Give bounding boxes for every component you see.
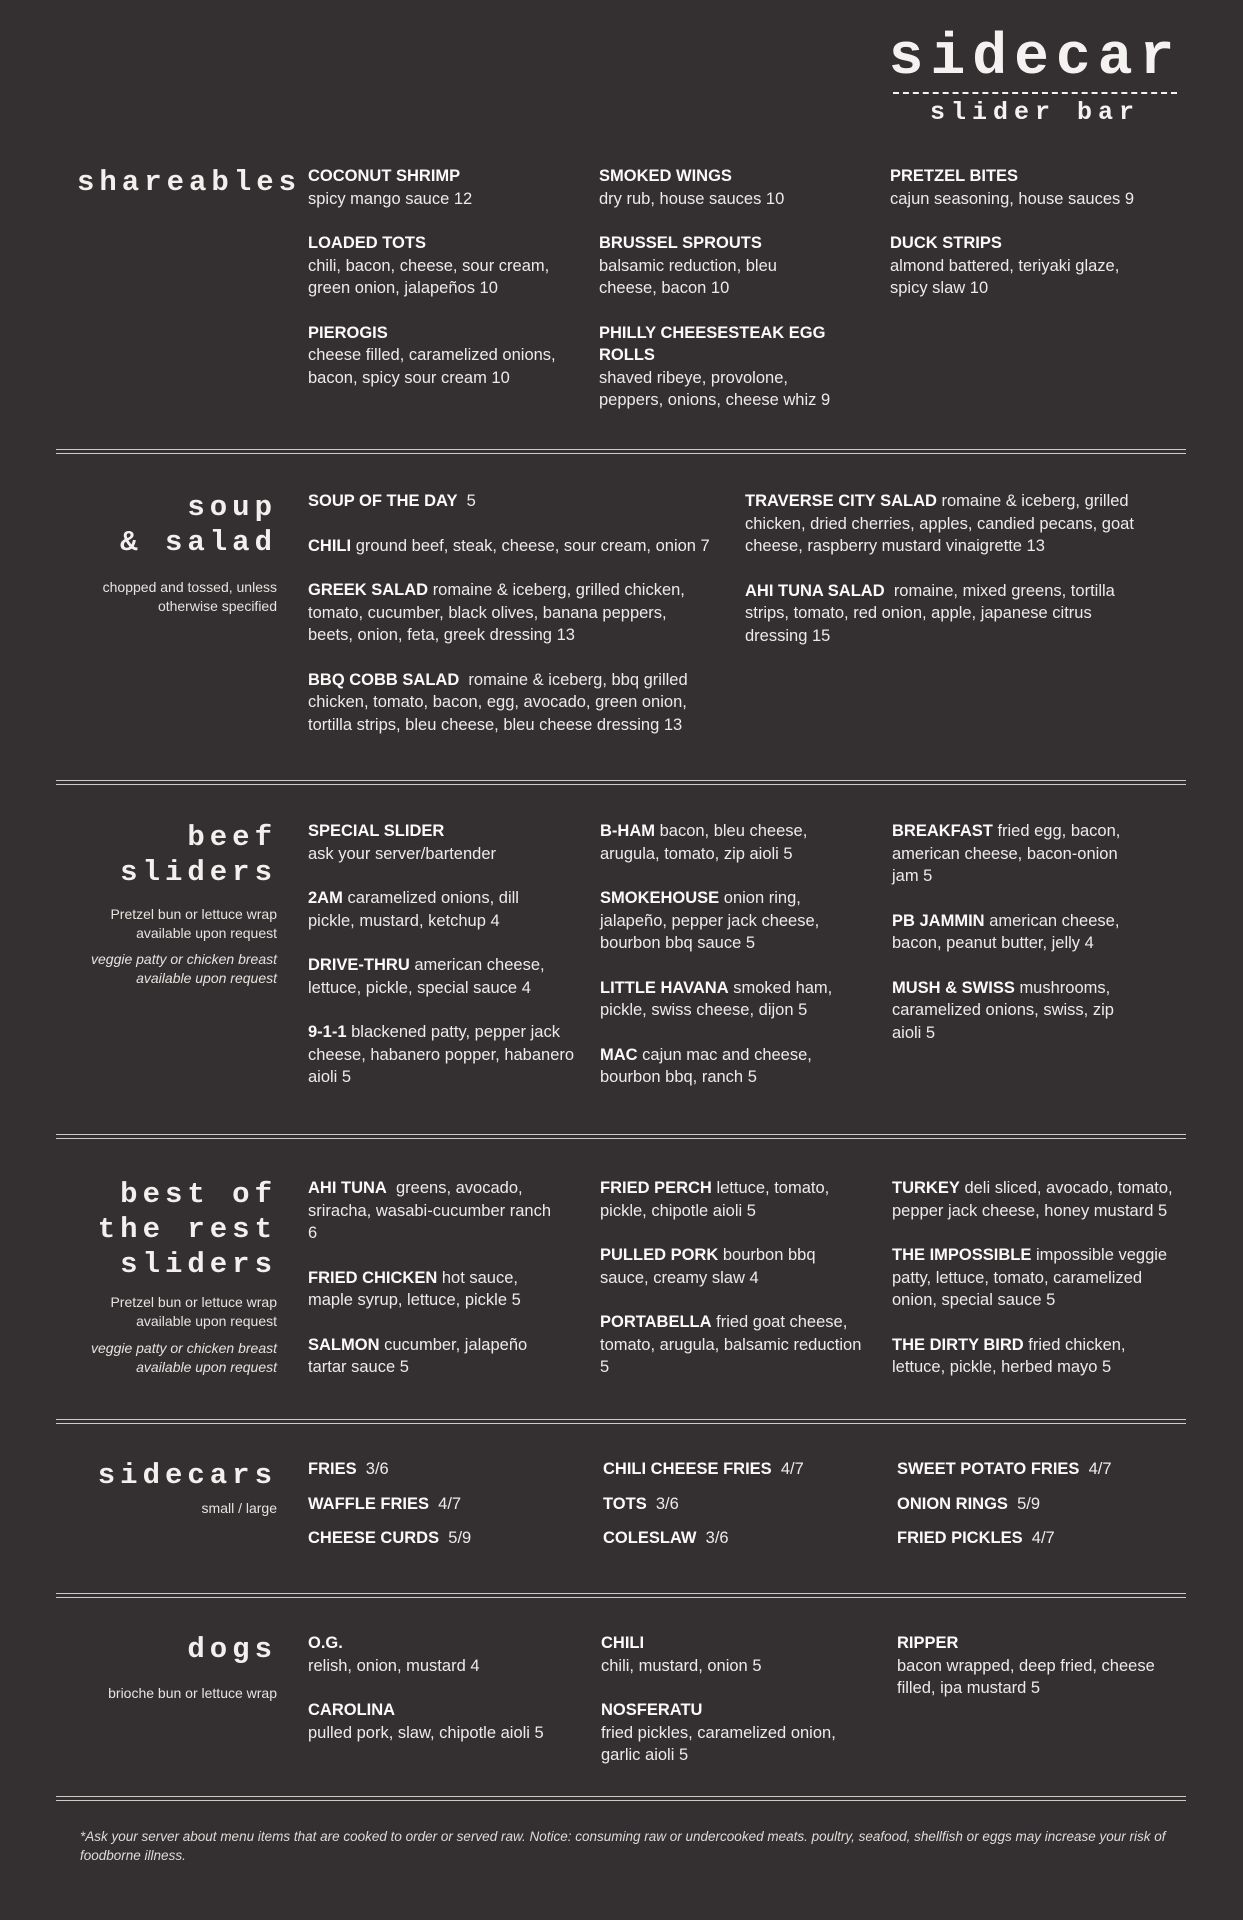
menu-item <box>308 1458 588 1481</box>
item-name: LITTLE HAVANA <box>600 978 729 997</box>
item-name: PULLED PORK <box>600 1246 719 1264</box>
item-name: CHILI <box>308 536 352 555</box>
menu-item <box>745 580 1155 648</box>
item-name: COCONUT SHRIMP <box>308 167 461 185</box>
item-name: NOSFERATU <box>601 1701 703 1719</box>
item-name: CHEESE CURDS <box>308 1529 440 1547</box>
section-title <box>77 820 277 890</box>
item-desc: chili, mustard, onion 5 <box>601 1656 762 1675</box>
item-name: B-HAM <box>600 822 655 840</box>
menu-item <box>308 1632 588 1677</box>
menu-column <box>600 1177 860 1401</box>
item-desc: pulled pork, slaw, chipotle aioli 5 <box>308 1723 544 1742</box>
item-desc: smoked ham, pickle, swiss cheese, dijon 5 <box>600 978 833 1019</box>
menu-item <box>308 490 733 513</box>
item-name: BREAKFAST <box>892 822 993 840</box>
item-desc: american cheese, bacon, peanut butter, jelly 4 <box>892 911 1120 952</box>
menu-item <box>308 1177 553 1245</box>
item-desc: bacon, bleu cheese, arugula, tomato, zip aioli 5 <box>600 822 808 863</box>
item-name: CAROLINA <box>308 1701 396 1719</box>
item-desc: dry rub, house sauces 10 <box>599 189 785 208</box>
item-desc: chili, bacon, cheese, sour cream, green onion, jalapeños 10 <box>308 256 550 297</box>
item-name: THE IMPOSSIBLE <box>892 1246 1032 1264</box>
item-desc: caramelized onions, dill pickle, mustard, ketchup 4 <box>308 889 519 930</box>
section-title: shareables <box>77 166 302 199</box>
menu-item <box>745 490 1165 558</box>
menu-item <box>600 887 840 955</box>
item-name: FRIED PICKLES <box>897 1529 1023 1547</box>
item-desc: romaine & iceberg, grilled chicken, tomato, cucumber, black olives, banana peppers, beets, onion, feta, greek dressing 13 <box>308 581 685 644</box>
menu-item <box>308 579 708 647</box>
item-desc: 4/7 <box>1088 1460 1112 1478</box>
item-name: THE DIRTY BIRD <box>892 1335 1024 1354</box>
item-name: 2AM <box>308 889 343 907</box>
item-desc: onion ring, jalapeño, pepper jack cheese, bourbon bbq sauce 5 <box>600 889 820 952</box>
section-divider <box>56 1419 1186 1424</box>
menu-item <box>599 322 849 412</box>
menu-column <box>892 820 1157 1066</box>
item-desc: deli sliced, avocado, tomato, pepper jack cheese, honey mustard 5 <box>892 1179 1173 1220</box>
item-desc: fried goat cheese, tomato, arugula, balsamic reduction 5 <box>600 1313 862 1376</box>
menu-column <box>601 1632 871 1789</box>
menu-item <box>308 1021 593 1089</box>
item-name: SMOKEHOUSE <box>600 889 720 907</box>
menu-column <box>308 1632 588 1766</box>
menu-item <box>892 820 1142 888</box>
menu-item <box>599 165 859 210</box>
item-desc: 4/7 <box>780 1460 804 1478</box>
menu-item <box>308 954 568 999</box>
item-name: CHILI <box>601 1634 645 1652</box>
item-name: PHILLY CHEESESTEAK EGG ROLLS <box>599 323 826 364</box>
item-desc: impossible veggie patty, lettuce, tomato, caramelized onion, special sauce 5 <box>892 1246 1168 1309</box>
item-name: COLESLAW <box>603 1529 697 1547</box>
menu-column <box>745 490 1165 669</box>
section-note-italic: veggie patty or chicken breast available upon request <box>91 951 277 986</box>
menu-item <box>308 1699 588 1744</box>
item-name: AHI TUNA <box>308 1179 387 1197</box>
item-desc: spicy mango sauce 12 <box>308 189 473 208</box>
section-title: sidecars <box>97 1459 277 1492</box>
item-name: PORTABELLA <box>600 1313 712 1331</box>
menu-item <box>603 1458 883 1481</box>
item-desc: bourbon bbq sauce, creamy slaw 4 <box>600 1246 816 1287</box>
item-name: GREEK SALAD <box>308 581 429 599</box>
menu-column <box>308 1458 588 1562</box>
item-desc: 3/6 <box>705 1529 729 1547</box>
menu-column <box>897 1458 1177 1562</box>
menu-column <box>308 820 593 1111</box>
item-name: SOUP OF THE DAY <box>308 492 458 510</box>
menu-column <box>890 165 1175 322</box>
item-name: 9-1-1 <box>308 1023 347 1041</box>
item-desc: hot sauce, maple syrup, lettuce, pickle 5 <box>308 1268 521 1309</box>
section-note-italic: veggie patty or chicken breast available upon request <box>91 1340 277 1375</box>
brand-name: sidecar <box>888 26 1182 91</box>
item-desc: romaine & iceberg, grilled chicken, dried cherries, apples, candied pecans, goat cheese, raspberry mustard vinaigrette 13 <box>745 492 1134 555</box>
menu-item <box>897 1458 1177 1481</box>
menu-item <box>308 535 733 558</box>
item-desc: ground beef, steak, cheese, sour cream, onion 7 <box>355 536 710 555</box>
brand-subtitle: slider bar <box>929 98 1141 127</box>
item-desc: 3/6 <box>655 1494 679 1513</box>
title-line: sliders <box>120 1248 277 1281</box>
menu-item <box>600 1177 850 1222</box>
menu-item <box>892 977 1122 1045</box>
item-name: MUSH & SWISS <box>892 978 1015 997</box>
menu-item <box>308 1493 588 1516</box>
item-name: PIEROGIS <box>308 323 388 342</box>
title-line: sliders <box>120 856 277 889</box>
item-desc: 4/7 <box>438 1494 462 1513</box>
menu-item <box>308 1267 553 1312</box>
title-line: soup <box>187 491 277 524</box>
item-name: PB JAMMIN <box>892 911 985 930</box>
section-note: Pretzel bun or lettuce wrap available upon request <box>110 1294 277 1329</box>
menu-item <box>601 1699 861 1767</box>
item-desc: balsamic reduction, bleu cheese, bacon 10 <box>599 256 777 297</box>
title-line: & salad <box>120 526 277 559</box>
item-name: DRIVE-THRU <box>308 956 410 974</box>
item-desc: fried pickles, caramelized onion, garlic aioli 5 <box>601 1723 836 1764</box>
item-desc: relish, onion, mustard 4 <box>308 1656 480 1675</box>
menu-item <box>892 910 1142 955</box>
item-desc: cucumber, jalapeño tartar sauce 5 <box>308 1335 528 1376</box>
item-desc: 5 <box>466 492 476 510</box>
item-name: SWEET POTATO FRIES <box>897 1460 1080 1478</box>
item-name: BRUSSEL SPROUTS <box>599 234 762 252</box>
menu-item <box>600 820 825 865</box>
menu-column <box>897 1632 1177 1722</box>
item-name: TOTS <box>603 1494 647 1513</box>
section-title: dogs <box>187 1633 277 1666</box>
item-desc: romaine, mixed greens, tortilla strips, tomato, red onion, apple, japanese citrus dressing 15 <box>745 581 1115 645</box>
item-desc: shaved ribeye, provolone, peppers, onions, cheese whiz 9 <box>599 368 831 409</box>
menu-column <box>600 820 850 1111</box>
item-desc: 4/7 <box>1031 1529 1055 1547</box>
item-name: DUCK STRIPS <box>890 234 1002 252</box>
title-line: the rest <box>97 1213 277 1246</box>
item-desc: cajun seasoning, house sauces 9 <box>890 189 1135 208</box>
section-divider <box>56 1593 1186 1598</box>
item-desc: ask your server/bartender <box>308 844 497 863</box>
brand-logo <box>885 26 1185 127</box>
menu-item <box>890 232 1150 300</box>
menu-column <box>892 1177 1192 1401</box>
menu-item <box>600 1244 850 1289</box>
menu-column <box>599 165 859 434</box>
item-name: FRIED CHICKEN <box>308 1268 438 1287</box>
title-line: best of <box>120 1178 277 1211</box>
item-desc: romaine & iceberg, bbq grilled chicken, tomato, bacon, egg, avocado, green onion, tortilla strips, bleu cheese, bleu cheese dressing 13 <box>308 670 688 734</box>
item-name: MAC <box>600 1045 638 1064</box>
item-name: TRAVERSE CITY SALAD <box>745 492 937 510</box>
title-line: beef <box>187 821 277 854</box>
section-divider <box>56 1134 1186 1139</box>
item-desc: bacon wrapped, deep fried, cheese filled, ipa mustard 5 <box>897 1656 1155 1697</box>
item-name: RIPPER <box>897 1634 959 1652</box>
menu-item <box>308 1334 558 1379</box>
item-name: PRETZEL BITES <box>890 167 1019 185</box>
menu-item <box>308 887 553 932</box>
item-name: O.G. <box>308 1634 343 1652</box>
section-divider <box>56 449 1186 454</box>
section-title <box>77 1177 277 1282</box>
menu-item <box>599 232 794 300</box>
menu-item <box>890 165 1175 210</box>
menu-item <box>308 669 718 737</box>
item-name: CHILI CHEESE FRIES <box>603 1460 772 1478</box>
item-desc: blackened patty, pepper jack cheese, habanero popper, habanero aioli 5 <box>308 1023 575 1086</box>
section-note: chopped and tossed, unless otherwise specified <box>102 579 277 614</box>
raw-food-disclaimer: *Ask your server about menu items that are cooked to order or served raw. Notice: consuming raw or undercooked meats. poultry, seafood, shellfish or eggs may increase your risk of foodborne illness. <box>80 1829 1166 1863</box>
item-name: FRIED PERCH <box>600 1179 712 1197</box>
item-name: LOADED TOTS <box>308 234 426 252</box>
item-desc: almond battered, teriyaki glaze, spicy slaw 10 <box>890 256 1120 297</box>
menu-item <box>308 820 593 865</box>
section-note: Pretzel bun or lettuce wrap available upon request <box>110 906 277 941</box>
menu-item <box>892 1244 1177 1312</box>
item-desc: mushrooms, caramelized onions, swiss, zip aioli 5 <box>892 978 1114 1042</box>
item-name: BBQ COBB SALAD <box>308 670 460 689</box>
item-desc: cheese filled, caramelized onions, bacon, spicy sour cream 10 <box>308 346 556 387</box>
section-title <box>77 490 277 560</box>
item-desc: fried chicken, lettuce, pickle, herbed mayo 5 <box>892 1335 1126 1376</box>
logo-divider <box>893 92 1177 94</box>
section-note: small / large <box>201 1500 277 1516</box>
section-divider <box>56 1796 1186 1801</box>
item-name: TURKEY <box>892 1179 960 1197</box>
item-name: AHI TUNA SALAD <box>745 581 885 600</box>
menu-item <box>600 1044 850 1089</box>
item-name: SPECIAL SLIDER <box>308 822 445 840</box>
item-desc: fried egg, bacon, american cheese, bacon-onion jam 5 <box>892 822 1121 885</box>
menu-item <box>308 232 583 300</box>
menu-item <box>892 1334 1162 1379</box>
menu-column <box>308 490 733 758</box>
menu-column <box>603 1458 883 1562</box>
menu-item <box>897 1527 1177 1550</box>
section-divider <box>56 780 1186 785</box>
item-name: SMOKED WINGS <box>599 167 732 185</box>
item-desc: 5/9 <box>1017 1494 1041 1513</box>
item-name: WAFFLE FRIES <box>308 1494 429 1513</box>
item-name: FRIES <box>308 1460 357 1478</box>
menu-item <box>600 1311 865 1379</box>
menu-item <box>603 1493 883 1516</box>
menu-column <box>308 1177 588 1401</box>
menu-item <box>308 322 583 390</box>
menu-item <box>897 1493 1177 1516</box>
menu-item <box>308 165 583 210</box>
menu-item <box>892 1177 1192 1222</box>
item-desc: lettuce, tomato, pickle, chipotle aioli 5 <box>600 1179 830 1220</box>
item-desc: 5/9 <box>448 1529 472 1547</box>
section-note: brioche bun or lettuce wrap <box>108 1685 277 1701</box>
menu-item <box>897 1632 1172 1700</box>
menu-column <box>308 165 583 411</box>
menu-item <box>601 1632 871 1677</box>
menu-item <box>603 1527 883 1550</box>
item-desc: cajun mac and cheese, bourbon bbq, ranch 5 <box>600 1045 812 1086</box>
item-desc: greens, avocado, sriracha, wasabi-cucumber ranch 6 <box>308 1179 552 1242</box>
item-desc: 3/6 <box>365 1460 389 1478</box>
item-name: SALMON <box>308 1335 380 1354</box>
item-name: ONION RINGS <box>897 1494 1008 1513</box>
menu-item <box>308 1527 588 1550</box>
item-desc: american cheese, lettuce, pickle, special sauce 4 <box>308 956 545 997</box>
menu-item <box>600 977 850 1022</box>
